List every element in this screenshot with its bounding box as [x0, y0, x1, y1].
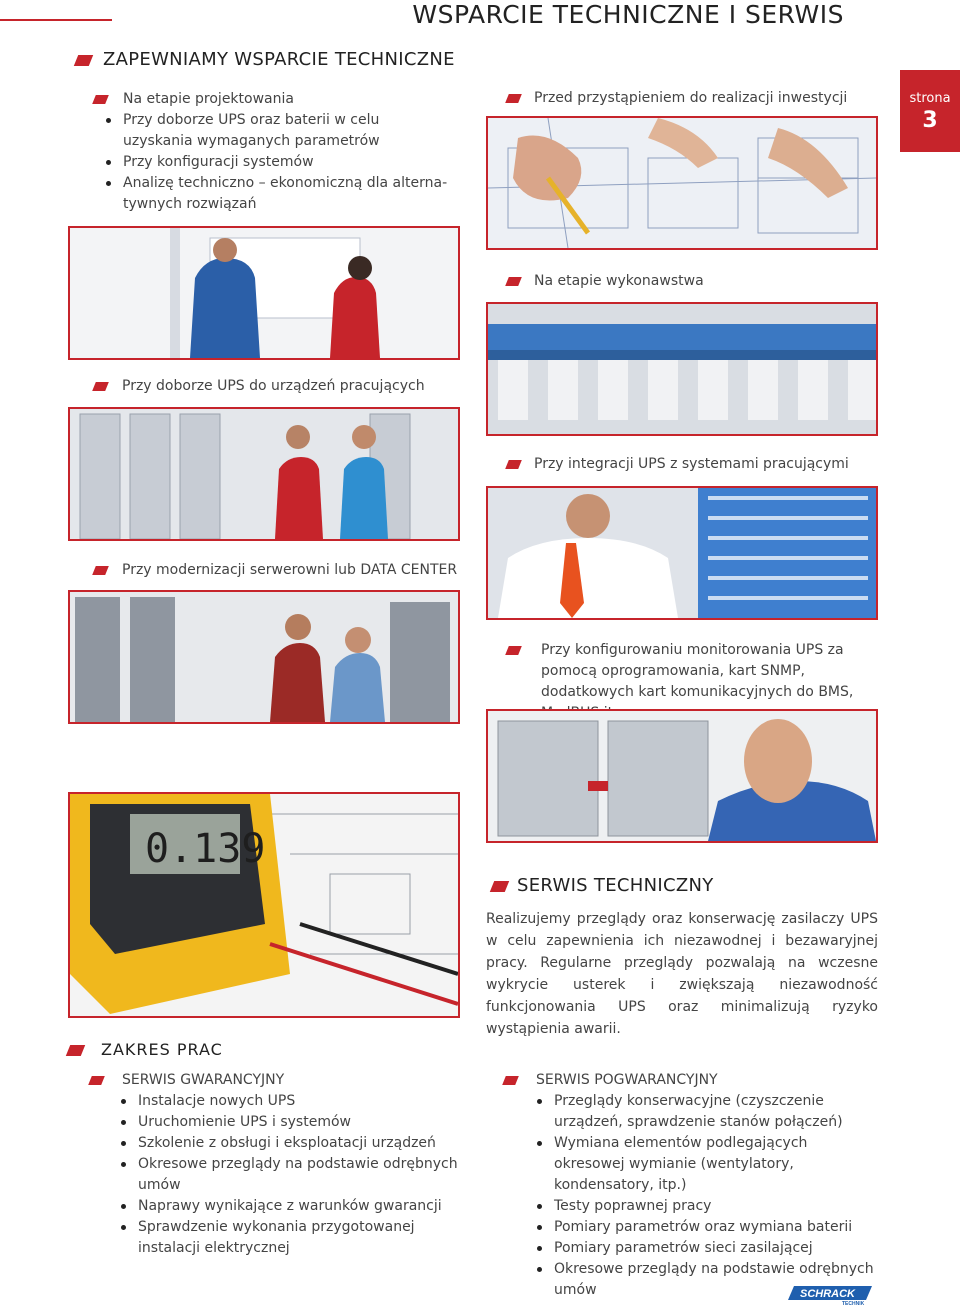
service-paragraph: Realizujemy przeglądy oraz konserwację zasilaczy UPS w celu zapewnienia ich niezawodnej i bezawaryjnej pracy. Regularne przeglądy pozwalają na wczesne wykrycie usterek i zwiększają niezawodność funkcjonowania UPS oraz minimalizują ryzyko wystąpienia awarii. [486, 911, 878, 1037]
before-investment-label: Przed przystąpieniem do realizacji inwestycji [507, 90, 847, 106]
post-warranty-title: SERWIS POGWARANCYJNY [536, 1072, 718, 1088]
schrack-logo [788, 1286, 872, 1306]
post-warranty-block [504, 1070, 884, 1301]
post-warranty-list [534, 1091, 874, 1301]
support-heading-text: ZAPEWNIAMY WSPARCIE TECHNICZNE [103, 49, 455, 70]
page-number: 3 [922, 108, 938, 133]
list-item: Analizę techniczno – ekonomiczną dla alterna-tywnych rozwiązań [103, 173, 453, 215]
bullet-icon [490, 881, 509, 892]
multimeter-photo [68, 792, 460, 1018]
list-item: Pomiary parametrów sieci zasilającej [534, 1238, 874, 1259]
technician-photo [486, 486, 878, 620]
planning-photo [68, 226, 460, 360]
execution-stage-label: Na etapie wykonawstwa [507, 273, 704, 289]
design-stage-list [103, 110, 453, 215]
logo-text: SCHRACK [800, 1288, 855, 1300]
ups-integration-label: Przy integracji UPS z systemami pracującymi [507, 456, 849, 472]
list-item: Naprawy wynikające z warunków gwarancji [118, 1196, 458, 1217]
bullet-icon [92, 95, 109, 104]
service-heading: SERWIS TECHNICZNY [492, 875, 714, 896]
list-item: Okresowe przeglądy na podstawie odrębnych umów [534, 1259, 874, 1301]
bullet-icon [74, 55, 93, 66]
header-rule [0, 19, 112, 21]
logo-subtext: TECHNIK [842, 1301, 865, 1306]
design-stage-block [94, 89, 464, 215]
bullet-icon [88, 1076, 105, 1085]
bullet-icon [66, 1045, 85, 1056]
blueprint-photo [486, 116, 878, 250]
ups-selection-label: Przy doborze UPS do urządzeń pracujących [94, 378, 425, 394]
bullet-icon [505, 460, 522, 469]
list-item: Uruchomienie UPS i systemów [118, 1112, 458, 1133]
bullet-icon [92, 566, 109, 575]
warranty-title: SERWIS GWARANCYJNY [122, 1072, 285, 1088]
list-item: Przy doborze UPS oraz baterii w celu uzyskania wymaganych parametrów [103, 110, 453, 152]
list-item: Pomiary parametrów oraz wymiana baterii [534, 1217, 874, 1238]
monitoring-text: Przy konfigurowaniu monitorowania UPS za pomocą oprogramowania, kart SNMP, dodatkowych kart komunikacyjnych do BMS, [541, 642, 854, 700]
scope-heading: ZAKRES PRAC [68, 1040, 223, 1059]
page-label: strona [909, 91, 951, 106]
server-room-photo [68, 407, 460, 541]
list-item: Wymiana elementów podlegających okresowej wymianie (wentylatory, kondensatory, itp.) [534, 1133, 874, 1196]
data-center-photo [68, 590, 460, 724]
bullet-icon [502, 1076, 519, 1085]
list-item: Sprawdzenie wykonania przygotowanej instalacji elektrycznej [118, 1217, 458, 1259]
bullet-icon [505, 646, 522, 655]
warranty-list [118, 1091, 458, 1259]
support-heading [76, 49, 455, 70]
svg-text:0.139: 0.139 [145, 826, 266, 872]
list-item: Testy poprawnej pracy [534, 1196, 874, 1217]
list-item: Szkolenie z obsługi i eksploatacji urządzeń [118, 1133, 458, 1154]
list-item: Okresowe przeglądy na podstawie odrębnych umów [118, 1154, 458, 1196]
bullet-icon [92, 382, 109, 391]
warranty-block [90, 1070, 470, 1259]
list-item: Instalacje nowych UPS [118, 1091, 458, 1112]
page-title: WSPARCIE TECHNICZNE I SERWIS [412, 0, 844, 29]
terminal-blocks-photo [486, 302, 878, 436]
man-with-racks-photo [486, 709, 878, 843]
page-tab [900, 70, 960, 152]
bullet-icon [505, 277, 522, 286]
modernization-label: Przy modernizacji serwerowni lub DATA CENTER [94, 562, 457, 578]
list-item: Przy konfiguracji systemów [103, 152, 453, 173]
design-stage-label: Na etapie projektowania [123, 91, 294, 107]
bullet-icon [505, 94, 522, 103]
list-item: Przeglądy konserwacyjne (czyszczenie urządzeń, sprawdzenie stanów połączeń) [534, 1091, 874, 1133]
